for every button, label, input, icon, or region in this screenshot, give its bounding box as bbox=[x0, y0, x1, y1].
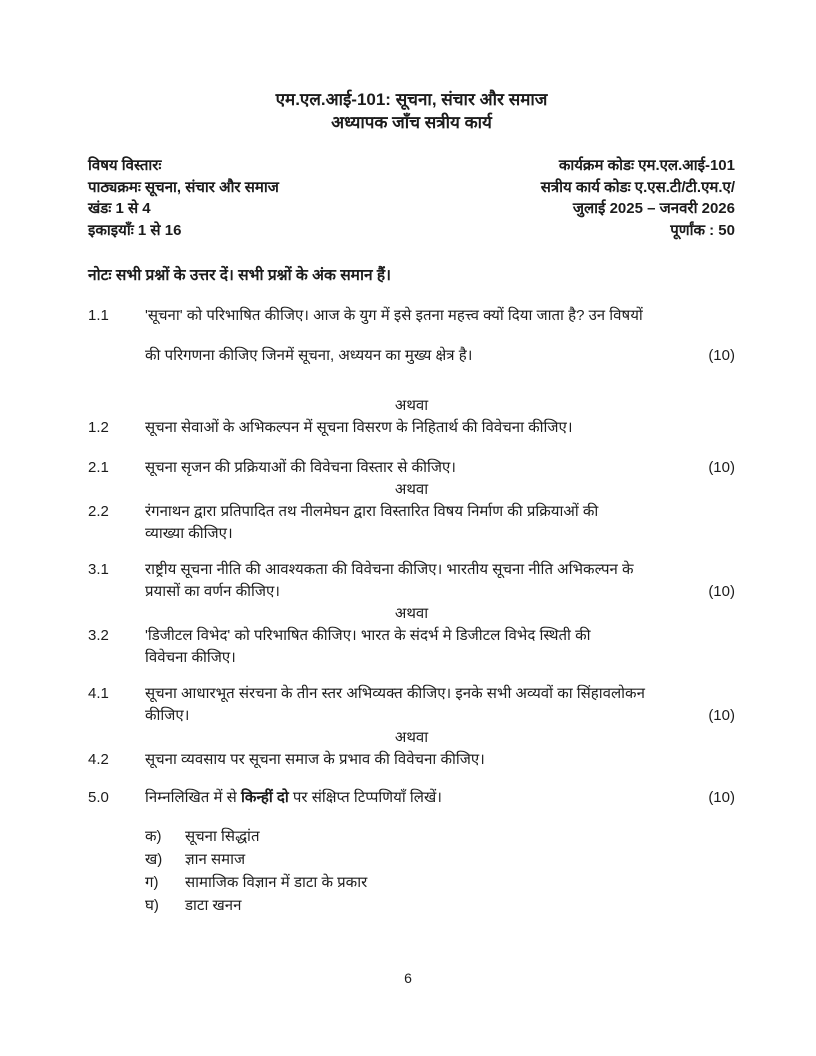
list-item-text: डाटा खनन bbox=[185, 897, 242, 914]
list-item-label: घ) bbox=[145, 897, 159, 914]
questions-section bbox=[88, 305, 735, 917]
total-marks: पूर्णांक : 50 bbox=[670, 221, 735, 239]
list-item bbox=[145, 871, 735, 894]
title-line-2: अध्यापक जाँच सत्रीय कार्य bbox=[331, 113, 492, 132]
marks-badge: (10) bbox=[708, 347, 735, 364]
question-text-suffix: पर संक्षिप्त टिप्पणियाँ लिखें। bbox=[288, 789, 442, 806]
units-label: इकाइयाँः 1 से 16 bbox=[88, 221, 182, 239]
question-text: सूचना सेवाओं के अभिकल्पन में सूचना विसरण के निहितार्थ की विवेचना कीजिए। bbox=[145, 419, 573, 436]
question-text: सूचना व्यवसाय पर सूचना समाज के प्रभाव की विवेचना कीजिए। bbox=[145, 751, 485, 768]
list-item-label: ख) bbox=[145, 851, 163, 868]
question-line: सूचना आधारभूत संरचना के तीन स्तर अभिव्यक्त कीजिए। इनके सभी अव्यवों का सिंहावलोकन bbox=[145, 685, 645, 702]
question-5-0 bbox=[88, 787, 735, 809]
question-line: राष्ट्रीय सूचना नीति की आवश्यकता की विवेचना कीजिए। भारतीय सूचना नीति अभिकल्पन के bbox=[145, 561, 634, 578]
document-title bbox=[88, 88, 735, 134]
question-text bbox=[145, 559, 691, 603]
question-number: 2.2 bbox=[88, 503, 109, 520]
note-line: नोटः सभी प्रश्नों के उत्तर दें। सभी प्रश्नों के अंक समान हैं। bbox=[88, 267, 391, 284]
marks-badge: (10) bbox=[708, 459, 735, 476]
list-item bbox=[145, 848, 735, 871]
title-line-1: एम.एल.आई-101: सूचना, संचार और समाज bbox=[275, 90, 548, 109]
question-line: रंगनाथन द्वारा प्रतिपादित तथ नीलमेघन द्वारा विस्तारित विषय निर्माण की प्रक्रियाओं की bbox=[145, 503, 599, 520]
question-text bbox=[145, 305, 691, 367]
programme-code: कार्यक्रम कोडः एम.एल.आई-101 bbox=[558, 157, 735, 174]
question-line: व्याख्या कीजिए। bbox=[145, 525, 233, 542]
question-line: की परिगणना कीजिए जिनमें सूचना, अध्ययन का मुख्य क्षेत्र है। bbox=[145, 347, 473, 364]
question-3-1 bbox=[88, 559, 735, 603]
question-1-2 bbox=[88, 417, 735, 439]
course-label: पाठ्यक्रमः सूचना, संचार और समाज bbox=[88, 178, 279, 196]
question-line: विवेचना कीजिए। bbox=[145, 649, 236, 666]
question-4-1 bbox=[88, 683, 735, 727]
question-4-2 bbox=[88, 749, 735, 771]
question-text bbox=[145, 501, 735, 545]
short-note-options bbox=[145, 825, 735, 917]
question-2-1 bbox=[88, 457, 735, 479]
list-item-text: ज्ञान समाज bbox=[185, 851, 246, 868]
question-line: कीजिए। bbox=[145, 707, 190, 724]
or-separator: अथवा bbox=[394, 605, 429, 622]
question-text bbox=[145, 625, 735, 669]
or-separator: अथवा bbox=[394, 397, 429, 414]
meta-left-column bbox=[88, 155, 279, 241]
question-text-emphasis: किन्हीं दो bbox=[240, 789, 289, 806]
question-text: सूचना सृजन की प्रक्रियाओं की विवेचना विस्तार से कीजिए। bbox=[145, 459, 456, 476]
blocks-label: खंडः 1 से 4 bbox=[88, 200, 151, 217]
question-number: 4.1 bbox=[88, 685, 109, 702]
question-number: 3.2 bbox=[88, 627, 109, 644]
list-item-label: क) bbox=[145, 828, 162, 845]
question-number: 1.1 bbox=[88, 307, 109, 324]
coverage-label: विषय विस्तारः bbox=[88, 157, 162, 174]
page-number: 6 bbox=[404, 970, 412, 986]
meta-block bbox=[88, 155, 735, 241]
list-item-text: सामाजिक विज्ञान में डाटा के प्रकार bbox=[185, 874, 368, 891]
marks-badge: (10) bbox=[708, 789, 735, 806]
question-1-1 bbox=[88, 305, 735, 367]
question-3-2 bbox=[88, 625, 735, 669]
or-separator: अथवा bbox=[394, 481, 429, 498]
assignment-code: सत्रीय कार्य कोडः ए.एस.टी/टी.एम.ए/ bbox=[540, 178, 735, 196]
question-line: 'डिजीटल विभेद' को परिभाषित कीजिए। भारत के संदर्भ मे डिजीटल विभेद स्थिती की bbox=[145, 627, 591, 644]
question-number: 4.2 bbox=[88, 751, 109, 768]
or-separator: अथवा bbox=[394, 729, 429, 746]
question-line: प्रयासों का वर्णन कीजिए। bbox=[145, 583, 280, 600]
list-item bbox=[145, 894, 735, 917]
list-item-label: ग) bbox=[145, 874, 159, 891]
question-text bbox=[145, 683, 691, 727]
question-number: 1.2 bbox=[88, 419, 109, 436]
question-text-prefix: निम्नलिखित में से bbox=[145, 789, 241, 806]
question-number: 2.1 bbox=[88, 459, 109, 476]
question-line: 'सूचना' को परिभाषित कीजिए। आज के युग में इसे इतना महत्त्व क्यों दिया जाता है? उन विषयों bbox=[145, 307, 643, 324]
question-number: 3.1 bbox=[88, 561, 109, 578]
question-text bbox=[145, 787, 691, 809]
session-dates: जुलाई 2025 – जनवरी 2026 bbox=[572, 200, 735, 217]
marks-badge: (10) bbox=[708, 707, 735, 724]
list-item bbox=[145, 825, 735, 848]
list-item-text: सूचना सिद्धांत bbox=[185, 828, 260, 845]
question-2-2 bbox=[88, 501, 735, 545]
marks-badge: (10) bbox=[708, 583, 735, 600]
question-number: 5.0 bbox=[88, 789, 109, 806]
meta-right-column bbox=[541, 155, 735, 241]
